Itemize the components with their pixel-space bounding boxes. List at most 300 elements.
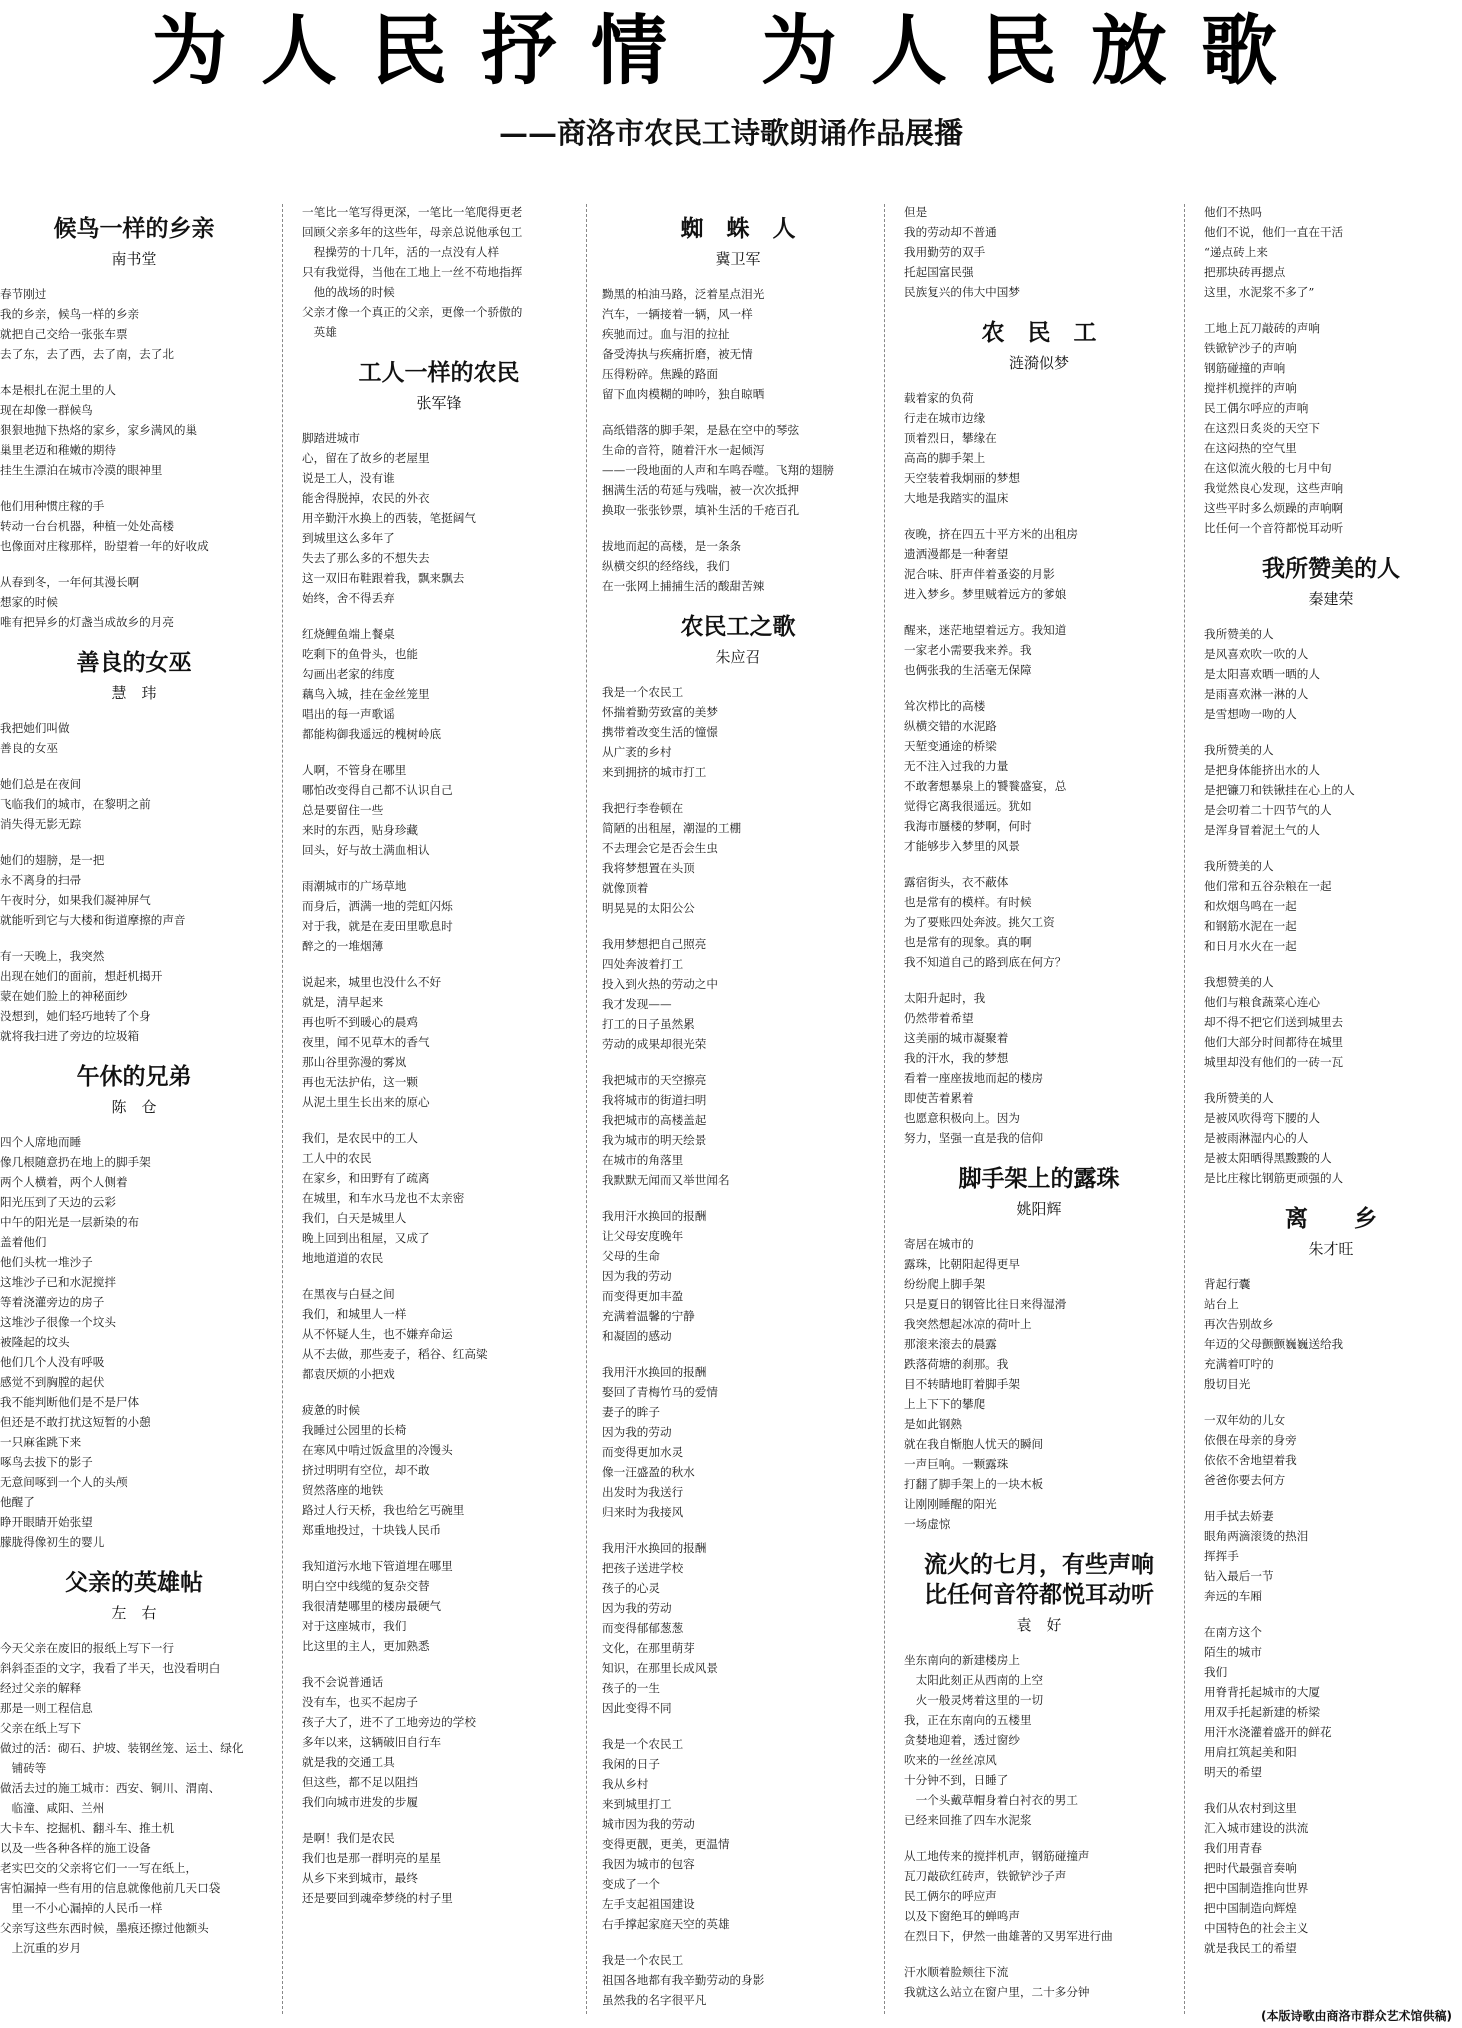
poem-line: 从乡下来到城市，最终 xyxy=(302,1871,418,1885)
poem-line: 就像顶着 xyxy=(602,881,649,895)
column-1 xyxy=(0,202,268,2017)
poem-line: 变成了一个 xyxy=(602,1877,660,1891)
poem-line: 变得更靓，更美，更温情 xyxy=(602,1837,730,1851)
poem-line: 备受涛执与疾痛折磨，被无情 xyxy=(602,347,753,361)
poem-line: 孩子大了，进不了工地旁边的学校 xyxy=(302,1715,476,1729)
poem-line: 永不离身的扫帚 xyxy=(0,873,82,887)
poem-line: 这些平时多么烦躁的声响啊 xyxy=(1204,501,1344,515)
poem-stanza xyxy=(1204,624,1458,724)
poem-line: 是如此钢熟 xyxy=(904,1417,962,1431)
poem-line: 他们几个人没有呼吸 xyxy=(0,1355,105,1369)
poem-line: 也俩张我的生活毫无保障 xyxy=(904,663,1032,677)
poem-line: 他的战场的时候 xyxy=(302,285,395,299)
poem-stanza xyxy=(602,420,874,520)
poem-line: 他们用种惯庄稼的手 xyxy=(0,499,105,513)
poem-title: 候鸟一样的乡亲 xyxy=(53,216,215,242)
poem-stanza xyxy=(904,1650,1174,1830)
poem-line: 但这些，都不足以阻挡 xyxy=(302,1775,418,1789)
poem-line: 来到拥挤的城市打工 xyxy=(602,765,707,779)
poem-line: 到城里这么多年了 xyxy=(302,531,395,545)
poem-line: 因为我的劳动 xyxy=(602,1425,672,1439)
poem-line: 勾画出老家的纬度 xyxy=(302,667,395,681)
poem-line: 我用汗水换回的报酬 xyxy=(602,1209,707,1223)
poem-line: 脚踏进城市 xyxy=(302,431,360,445)
poem-author: 张军锋 xyxy=(416,394,462,412)
poem-line: 晚上回到出租屋，又成了 xyxy=(302,1231,430,1245)
poem-title: 我所赞美的人 xyxy=(1262,556,1400,582)
poem-line: 是会叨着二十四节气的人 xyxy=(1204,803,1332,817)
poem-line: 还是要回到魂牵梦绕的村子里 xyxy=(302,1891,453,1905)
poem-line: 挂生生漂泊在城市冷漠的眼神里 xyxy=(0,463,163,477)
poem-line: 就是，清早起来 xyxy=(302,995,384,1009)
poem-stanza xyxy=(0,380,268,480)
poem-line: 这堆沙子很像一个坟头 xyxy=(0,1315,116,1329)
poem-line: 钻入最后一节 xyxy=(1204,1569,1274,1583)
poem-line: 捆满生活的苟延与残喘，被一次次抵押 xyxy=(602,483,800,497)
poem-line: 我们，和城里人一样 xyxy=(302,1307,407,1321)
poem-line: 汗水顺着脸颊往下流 xyxy=(904,1965,1009,1979)
poem-line: 在城里，和车水马龙也不太亲密 xyxy=(302,1191,465,1205)
poem-line: 父亲写这些东西时候，墨痕还擦过他额头 xyxy=(0,1921,209,1935)
poem-line: 从工地传来的搅拌机声，钢筋碰撞声 xyxy=(904,1849,1090,1863)
poem-line: 我是一个农民工 xyxy=(602,685,684,699)
poem-line: 我们也是那一群明亮的星星 xyxy=(302,1851,442,1865)
poem-stanza xyxy=(302,760,576,860)
poem-line: 和日月水火在一起 xyxy=(1204,939,1297,953)
poem-stanza xyxy=(302,972,576,1112)
poem-line: 即使苦着累着 xyxy=(904,1091,974,1105)
poem-line: 我突然想起冰凉的荷叶上 xyxy=(904,1317,1032,1331)
main-title-left: 为人民抒情 xyxy=(151,6,701,95)
poem-stanza xyxy=(302,202,576,342)
poem-line: 娶回了青梅竹马的爱情 xyxy=(602,1385,718,1399)
poem-line: 就把自己交给一张张车票 xyxy=(0,327,128,341)
poem-line: 我是一个农民工 xyxy=(602,1953,684,1967)
poem-line: 去了东，去了西，去了南，去了北 xyxy=(0,347,174,361)
poem-line: 这里，水泥浆不多了” xyxy=(1204,285,1315,299)
poem-author: 陈 仓 xyxy=(111,1098,157,1116)
poem-line: 我用勤劳的双手 xyxy=(904,245,986,259)
poem-line: 做过的活：砌石、护坡、装钢丝笼、运土、绿化 xyxy=(0,1741,244,1755)
poem-line: 托起国富民强 xyxy=(904,265,974,279)
poem-line: 我所赞美的人 xyxy=(1204,1091,1274,1105)
poem-stanza xyxy=(302,876,576,956)
poem-line: 因此变得不同 xyxy=(602,1701,672,1715)
poem-line: 我用梦想把自己照亮 xyxy=(602,937,707,951)
poem-line: 在南方这个 xyxy=(1204,1625,1262,1639)
poem-line: 无意间啄到一个人的头颅 xyxy=(0,1475,128,1489)
poem-line: 没有车，也买不起房子 xyxy=(302,1695,418,1709)
poem-line: 留下血肉模糊的呻吟，独自晾晒 xyxy=(602,387,765,401)
poem-line: 从春到冬，一年何其漫长啊 xyxy=(0,575,140,589)
poem-line: 大地是我踏实的温床 xyxy=(904,491,1009,505)
poem-line: 充满着温馨的宁静 xyxy=(602,1309,695,1323)
column-divider xyxy=(884,204,885,2014)
poem-columns xyxy=(0,192,1462,2022)
poem-line: 我很清楚哪里的楼房最硬气 xyxy=(302,1599,442,1613)
poem-line: 压得粉碎。焦躁的路面 xyxy=(602,367,718,381)
poem-stanza xyxy=(904,988,1174,1148)
poem-line: 而变得更加丰盈 xyxy=(602,1289,684,1303)
poem-stanza xyxy=(302,1284,576,1384)
poem-line: “递点砖上来 xyxy=(1204,245,1268,259)
poem-line: ——一段地面的人声和车鸣吞噬。飞翔的翅膀 xyxy=(602,463,834,477)
poem-title: 善良的女巫 xyxy=(76,650,192,676)
poem-line: 用汗水浇灌着盛开的鲜花 xyxy=(1204,1725,1332,1739)
poem-stanza xyxy=(1204,972,1458,1072)
poem-stanza xyxy=(602,1362,874,1522)
poem-stanza xyxy=(0,718,268,758)
poem-line: 两个人横着，两个人侧着 xyxy=(0,1175,128,1189)
poem-line: 中国特色的社会主义 xyxy=(1204,1921,1309,1935)
poem-author: 朱应召 xyxy=(715,648,761,666)
poem-stanza xyxy=(1204,1410,1458,1490)
poem-line: 纵横交错的水泥路 xyxy=(904,719,997,733)
poem-line: 眼角两滴滚烫的热泪 xyxy=(1204,1529,1309,1543)
poem-line: 把孩子送进学校 xyxy=(602,1561,684,1575)
poem-line: 回顾父亲多年的这些年，母亲总说他承包工 xyxy=(302,225,523,239)
poem-stanza xyxy=(904,202,1174,302)
column-divider xyxy=(586,204,587,2014)
poem-stanza xyxy=(1204,1798,1458,1958)
poem-line: 露宿街头，衣不蔽体 xyxy=(904,875,1009,889)
poem-line: 民工偶尔呼应的声响 xyxy=(1204,401,1309,415)
poem-line: 城市因为我的劳动 xyxy=(602,1817,695,1831)
poem-line: 以及一些各种各样的施工设备 xyxy=(0,1841,151,1855)
poem-stanza xyxy=(1204,740,1458,840)
poem-line: 明晃晃的太阳公公 xyxy=(602,901,695,915)
poem-line: 劳动的成果却很光荣 xyxy=(602,1037,707,1051)
poem-line: 我用汗水换回的报酬 xyxy=(602,1541,707,1555)
poem-line: 郑重地投过，十块钱人民币 xyxy=(302,1523,442,1537)
poem-line: 挤过明明有空位，却不敢 xyxy=(302,1463,430,1477)
poem-line: 我不知道自己的路到底在何方？ xyxy=(904,955,1067,969)
poem-line: 贪婪地迎着，透过窗纱 xyxy=(904,1733,1020,1747)
column-divider xyxy=(282,204,283,2014)
poem-title: 离 乡 xyxy=(1285,1206,1377,1232)
poem-line: 没想到，她们轻巧地转了个身 xyxy=(0,1009,151,1023)
poem-line: 他们不说，他们一直在干活 xyxy=(1204,225,1344,239)
poem-line: 始终，舍不得丢弃 xyxy=(302,591,395,605)
poem-stanza xyxy=(1204,202,1458,302)
poem-line: 依偎在母亲的身旁 xyxy=(1204,1433,1297,1447)
poem-line: 太阳升起时，我 xyxy=(904,991,986,1005)
poem-line: 经过父亲的解释 xyxy=(0,1681,82,1695)
poem-line: 明白空中线缆的复杂交替 xyxy=(302,1579,430,1593)
poem-line: 我们 xyxy=(1204,1665,1228,1679)
poem-stanza xyxy=(602,934,874,1054)
poem-line: 祖国各地都有我辛勤劳动的身影 xyxy=(602,1973,765,1987)
poem-line: 背起行囊 xyxy=(1204,1277,1251,1291)
poem-stanza xyxy=(302,1556,576,1656)
poem-line: 哪怕改变得自己都不认识自己 xyxy=(302,783,453,797)
poem-stanza xyxy=(904,1846,1174,1946)
poem-line: 上上下下的攀爬 xyxy=(904,1397,986,1411)
poem-stanza xyxy=(0,946,268,1046)
poem-line: 害怕漏掉一些有用的信息就像他前几天口袋 xyxy=(0,1881,221,1895)
poem-line: 一双年幼的儿女 xyxy=(1204,1413,1286,1427)
poem-line: 出发时为我送行 xyxy=(602,1485,684,1499)
poem-line: 再次告别故乡 xyxy=(1204,1317,1274,1331)
poem-line: 夜晚，挤在四五十平方米的出租房 xyxy=(904,527,1078,541)
poem-line: 仍然带着希望 xyxy=(904,1011,974,1025)
poem-line: 但还是不敢打扰这短暂的小憩 xyxy=(0,1415,151,1429)
poem-line: 十分钟不到，日睡了 xyxy=(904,1773,1009,1787)
poem-line: 阳光压到了天边的云彩 xyxy=(0,1195,116,1209)
poem-line: 就能听到它与大楼和街道摩擦的声音 xyxy=(0,913,186,927)
poem-stanza xyxy=(1204,1274,1458,1394)
poem-line: 左手支起祖国建设 xyxy=(602,1897,695,1911)
poem-stanza xyxy=(302,1400,576,1540)
poem-line: 心，留在了故乡的老屋里 xyxy=(302,451,430,465)
main-title xyxy=(0,6,1462,96)
poem-line: 就是我民工的希望 xyxy=(1204,1941,1297,1955)
poem-stanza xyxy=(1204,318,1458,538)
poem-line: 上沉重的岁月 xyxy=(0,1941,82,1955)
subtitle: ——商洛市农民工诗歌朗诵作品展播 xyxy=(498,116,963,150)
poem-line: 我想赞美的人 xyxy=(1204,975,1274,989)
poem-line: 吹来的一丝丝凉风 xyxy=(904,1753,997,1767)
poem-line: 携带着改变生活的憧憬 xyxy=(602,725,718,739)
poem-line: 说是工人，没有谁 xyxy=(302,471,395,485)
poem-line: 程操劳的十几年，活的一点没有人样 xyxy=(302,245,500,259)
poem-line: 唯有把异乡的灯盏当成故乡的月亮 xyxy=(0,615,174,629)
poem-line: 睁开眼睛开始张望 xyxy=(0,1515,93,1529)
poem-line: 换取一张张钞票，填补生活的千疮百孔 xyxy=(602,503,800,517)
poem-author: 秦建荣 xyxy=(1308,590,1354,608)
poem-stanza xyxy=(602,1070,874,1190)
poem-line: 是啊！我们是农民 xyxy=(302,1831,395,1845)
poem-line: 为了要账四处奔波。挑欠工资 xyxy=(904,915,1055,929)
poem-stanza xyxy=(602,1206,874,1346)
poem-line: 一只麻雀跳下来 xyxy=(0,1435,82,1449)
poem-line: 雨潮城市的广场草地 xyxy=(302,879,407,893)
poem-line: 中午的阳光是一层新染的布 xyxy=(0,1215,140,1229)
poem-line: 他们不热吗 xyxy=(1204,205,1262,219)
poem-line: 目不转睛地盯着脚手架 xyxy=(904,1377,1020,1391)
poem-line: 就在我自惭胞人忧天的瞬间 xyxy=(904,1437,1044,1451)
poem-title: 工人一样的农民 xyxy=(358,360,520,386)
poem-line: 在烈日下，伊然一曲雄著的又男军进行曲 xyxy=(904,1929,1113,1943)
poem-author: 冀卫军 xyxy=(715,250,761,268)
column-divider xyxy=(1184,204,1185,2014)
poem-line: 我将梦想置在头顶 xyxy=(602,861,695,875)
poem-line: 她们的翅膀，是一把 xyxy=(0,853,105,867)
poem-line: 那山谷里弥漫的雾岚 xyxy=(302,1055,407,1069)
poem-stanza xyxy=(1204,1506,1458,1606)
poem-line: 把时代最强音奏响 xyxy=(1204,1861,1297,1875)
poem-stanza xyxy=(0,850,268,930)
poem-line: 里一不小心漏掉的人民币一样 xyxy=(0,1901,163,1915)
poem-title: 脚手架上的露珠 xyxy=(958,1166,1120,1192)
poem-line: 一家老小需要我来养。我 xyxy=(904,643,1032,657)
poem-line: 高纸错落的脚手架，是悬在空中的琴弦 xyxy=(602,423,800,437)
poem-line: 一笔比一笔写得更深，一笔比一笔爬得更老 xyxy=(302,205,523,219)
poem-line: 我所赞美的人 xyxy=(1204,743,1274,757)
poem-line: 红烧鲤鱼端上餐桌 xyxy=(302,627,395,641)
poem-line: 我闲的日子 xyxy=(602,1757,660,1771)
poem-line: 生命的音符，随着汗水一起倾泻 xyxy=(602,443,765,457)
poem-line: 虽然我的名字很平凡 xyxy=(602,1993,707,2007)
poem-line: 是被太阳晒得黑黢黢的人 xyxy=(1204,1151,1332,1165)
poem-title: 午休的兄弟 xyxy=(76,1064,192,1090)
poem-line: 行走在城市边缘 xyxy=(904,411,986,425)
main-title-right: 为人民放歌 xyxy=(761,6,1311,95)
poem-line: 也愿意积极向上。因为 xyxy=(904,1111,1020,1125)
poem-line: 把那块砖再摁点 xyxy=(1204,265,1286,279)
poem-line: 奔远的车厢 xyxy=(1204,1589,1262,1603)
poem-line: 因为我的劳动 xyxy=(602,1269,672,1283)
poem-line: 是太阳喜欢晒一晒的人 xyxy=(1204,667,1320,681)
poem-line: 妻子的眸子 xyxy=(602,1405,660,1419)
poem-line: 巢里老迈和稚嫩的期待 xyxy=(0,443,116,457)
poem-line: 看着一座座拔地而起的楼房 xyxy=(904,1071,1044,1085)
poem-line: 蒙在她们脸上的神秘面纱 xyxy=(0,989,128,1003)
poem-stanza xyxy=(602,1538,874,1718)
poem-title: 农民工之歌 xyxy=(680,614,796,640)
poem-line: 贸然落座的地铁 xyxy=(302,1483,384,1497)
poem-line: 他们头枕一堆沙子 xyxy=(0,1255,93,1269)
poem-line: 疲惫的时候 xyxy=(302,1403,360,1417)
poem-stanza xyxy=(0,284,268,364)
poem-line: 吃剩下的鱼骨头，也能 xyxy=(302,647,418,661)
poem-stanza xyxy=(904,524,1174,604)
poem-line: 太阳此刻正从西南的上空 xyxy=(904,1673,1044,1687)
poem-line: 天空装着我炯丽的梦想 xyxy=(904,471,1020,485)
poem-line: 纷纷爬上脚手架 xyxy=(904,1277,986,1291)
poem-line: 我把城市的天空擦亮 xyxy=(602,1073,707,1087)
poem-line: 等着浇灌旁边的房子 xyxy=(0,1295,105,1309)
poem-stanza xyxy=(302,1828,576,1908)
poem-line: 孩子的心灵 xyxy=(602,1581,660,1595)
poem-stanza xyxy=(302,1672,576,1812)
poem-line: 一个头戴草帽身着白衬衣的男工 xyxy=(904,1793,1078,1807)
poem-line: 他们大部分时间都待在城里 xyxy=(1204,1035,1344,1049)
poem-author: 朱才旺 xyxy=(1308,1240,1354,1258)
poem-line: 载着家的负荷 xyxy=(904,391,974,405)
poem-line: 就将我扫进了旁边的垃圾箱 xyxy=(0,1029,140,1043)
poem-line: 坐东南向的新建楼房上 xyxy=(904,1653,1020,1667)
poem-line: 我海市蜃楼的梦啊，何时 xyxy=(904,819,1032,833)
poem-line: 啄鸟去拔下的影子 xyxy=(0,1455,93,1469)
poem-line: 就是我的交通工具 xyxy=(302,1755,395,1769)
poem-line: 对于这座城市，我们 xyxy=(302,1619,407,1633)
poem-line: 但是 xyxy=(904,205,928,219)
poem-line: 把中国制造向辉煌 xyxy=(1204,1901,1297,1915)
poem-line: 说起来，城里也没什么不好 xyxy=(302,975,442,989)
poem-line: 夜里，闻不见草木的香气 xyxy=(302,1035,430,1049)
poem-line: 我因为城市的包容 xyxy=(602,1857,695,1871)
poem-line: 陌生的城市 xyxy=(1204,1645,1262,1659)
poem-line: 在这似流火般的七月中旬 xyxy=(1204,461,1332,475)
poem-line: 转动一台台机器，种植一处处高楼 xyxy=(0,519,174,533)
poem-line: 我们用青春 xyxy=(1204,1841,1262,1855)
poem-line: 我所赞美的人 xyxy=(1204,627,1274,641)
poem-line: 大卡车、挖掘机、翻斗车、推土机 xyxy=(0,1821,174,1835)
poem-line: 汇入城市建设的洪流 xyxy=(1204,1821,1309,1835)
poem-line: 而变得更加水灵 xyxy=(602,1445,684,1459)
poem-line: 让父母安度晚年 xyxy=(602,1229,684,1243)
poem-line: 被隆起的坟头 xyxy=(0,1335,70,1349)
poem-line: 殷切目光 xyxy=(1204,1377,1251,1391)
poem-line: 让刚刚睡醒的阳光 xyxy=(904,1497,997,1511)
poem-line: 只有我觉得，当他在工地上一丝不苟地指挥 xyxy=(302,265,523,279)
column-4 xyxy=(904,202,1174,2017)
poem-line: 我把城市的高楼盖起 xyxy=(602,1113,707,1127)
poem-line: 我睡过公园里的长椅 xyxy=(302,1423,407,1437)
poem-line: 四个人席地而睡 xyxy=(0,1135,82,1149)
poem-line: 钢筋碰撞的声响 xyxy=(1204,361,1286,375)
poem-line: 我默默无闻而又举世闻名 xyxy=(602,1173,730,1187)
poem-line: 临潼、咸阳、兰州 xyxy=(0,1801,105,1815)
poem-stanza xyxy=(0,572,268,632)
poem-line: 多年以来，这辆破旧自行车 xyxy=(302,1735,442,1749)
poem-stanza xyxy=(904,1234,1174,1534)
poem-line: 这堆沙子已和水泥搅拌 xyxy=(0,1275,116,1289)
poem-line: 用辛勤汗水换上的西装，笔挺阔气 xyxy=(302,511,476,525)
poem-line: 在这烈日炙炎的天空下 xyxy=(1204,421,1320,435)
poem-line: 我们向城市进发的步履 xyxy=(302,1795,418,1809)
poem-stanza xyxy=(904,1962,1174,2002)
poem-line: 父母的生命 xyxy=(602,1249,660,1263)
poem-line: 我的汗水，我的梦想 xyxy=(904,1051,1009,1065)
poem-line: 我就这么站立在窗户里，二十多分钟 xyxy=(904,1985,1090,1999)
footer-note: (本版诗歌由商洛市群众艺术馆供稿) xyxy=(1261,2009,1452,2023)
poem-line: 进入梦乡。梦里贼着远方的爹娘 xyxy=(904,587,1067,601)
poem-line: 狠狠地抛下热烙的家乡，家乡满风的巢 xyxy=(0,423,198,437)
poem-line: 父亲才像一个真正的父亲，更像一个骄傲的 xyxy=(302,305,523,319)
poem-line: 这一双旧布鞋跟着我，飘来飘去 xyxy=(302,571,465,585)
poem-line: 感觉不到胸膛的起伏 xyxy=(0,1375,105,1389)
poem-line: 用肩扛筑起美和阳 xyxy=(1204,1745,1297,1759)
poem-line: 知识，在那里长成风景 xyxy=(602,1661,718,1675)
poem-line: 有一天晚上，我突然 xyxy=(0,949,105,963)
poem-stanza xyxy=(904,872,1174,972)
poem-line: 飞临我们的城市，在黎明之前 xyxy=(0,797,151,811)
poem-line: 纵横交织的经络线，我们 xyxy=(602,559,730,573)
poem-line: 再也听不到暖心的晨鸡 xyxy=(302,1015,418,1029)
poem-line: 比任何一个音符都悦耳动听 xyxy=(1204,521,1344,535)
poem-line: 我不会说普通话 xyxy=(302,1675,384,1689)
poem-line: 而变得郁郁葱葱 xyxy=(602,1621,684,1635)
poem-line: 地地道道的农民 xyxy=(302,1251,384,1265)
poem-line: 老实巴交的父亲将它们一一写在纸上， xyxy=(0,1861,198,1875)
poem-line: 民工俩尔的呼应声 xyxy=(904,1889,997,1903)
poem-line: 是把镰刀和铁锹挂在心上的人 xyxy=(1204,783,1355,797)
poem-line: 英雄 xyxy=(302,325,337,339)
column-5 xyxy=(1204,202,1458,2017)
poem-line: 也是常有的现象。真的啊 xyxy=(904,935,1032,949)
poem-line: 打工的日子虽然累 xyxy=(602,1017,695,1031)
poem-line: 爸爸你要去何方 xyxy=(1204,1473,1286,1487)
poem-line: 做活去过的施工城市：西安、铜川、渭南、 xyxy=(0,1781,221,1795)
poem-line: 我将城市的街道扫明 xyxy=(602,1093,707,1107)
poem-title: 蜘 蛛 人 xyxy=(680,216,796,242)
poem-line: 是被风吹得弯下腰的人 xyxy=(1204,1111,1320,1125)
poem-stanza xyxy=(602,1950,874,2010)
poem-stanza xyxy=(302,428,576,608)
poem-stanza xyxy=(0,496,268,556)
poem-line: 朦胧得像初生的婴儿 xyxy=(0,1535,105,1549)
poem-line: 盖着他们 xyxy=(0,1235,47,1249)
poem-author: 姚阳辉 xyxy=(1016,1200,1062,1218)
poem-stanza xyxy=(0,774,268,834)
poem-line: 以及下窗绝耳的蝉鸣声 xyxy=(904,1909,1020,1923)
poem-line: 露珠，比朝阳起得更早 xyxy=(904,1257,1020,1271)
poem-line: 是浑身冒着泥土气的人 xyxy=(1204,823,1320,837)
poem-line: 斜斜歪歪的文字，我看了半天，也没看明白 xyxy=(0,1661,221,1675)
poem-line: 顶着烈日，攀缘在 xyxy=(904,431,997,445)
